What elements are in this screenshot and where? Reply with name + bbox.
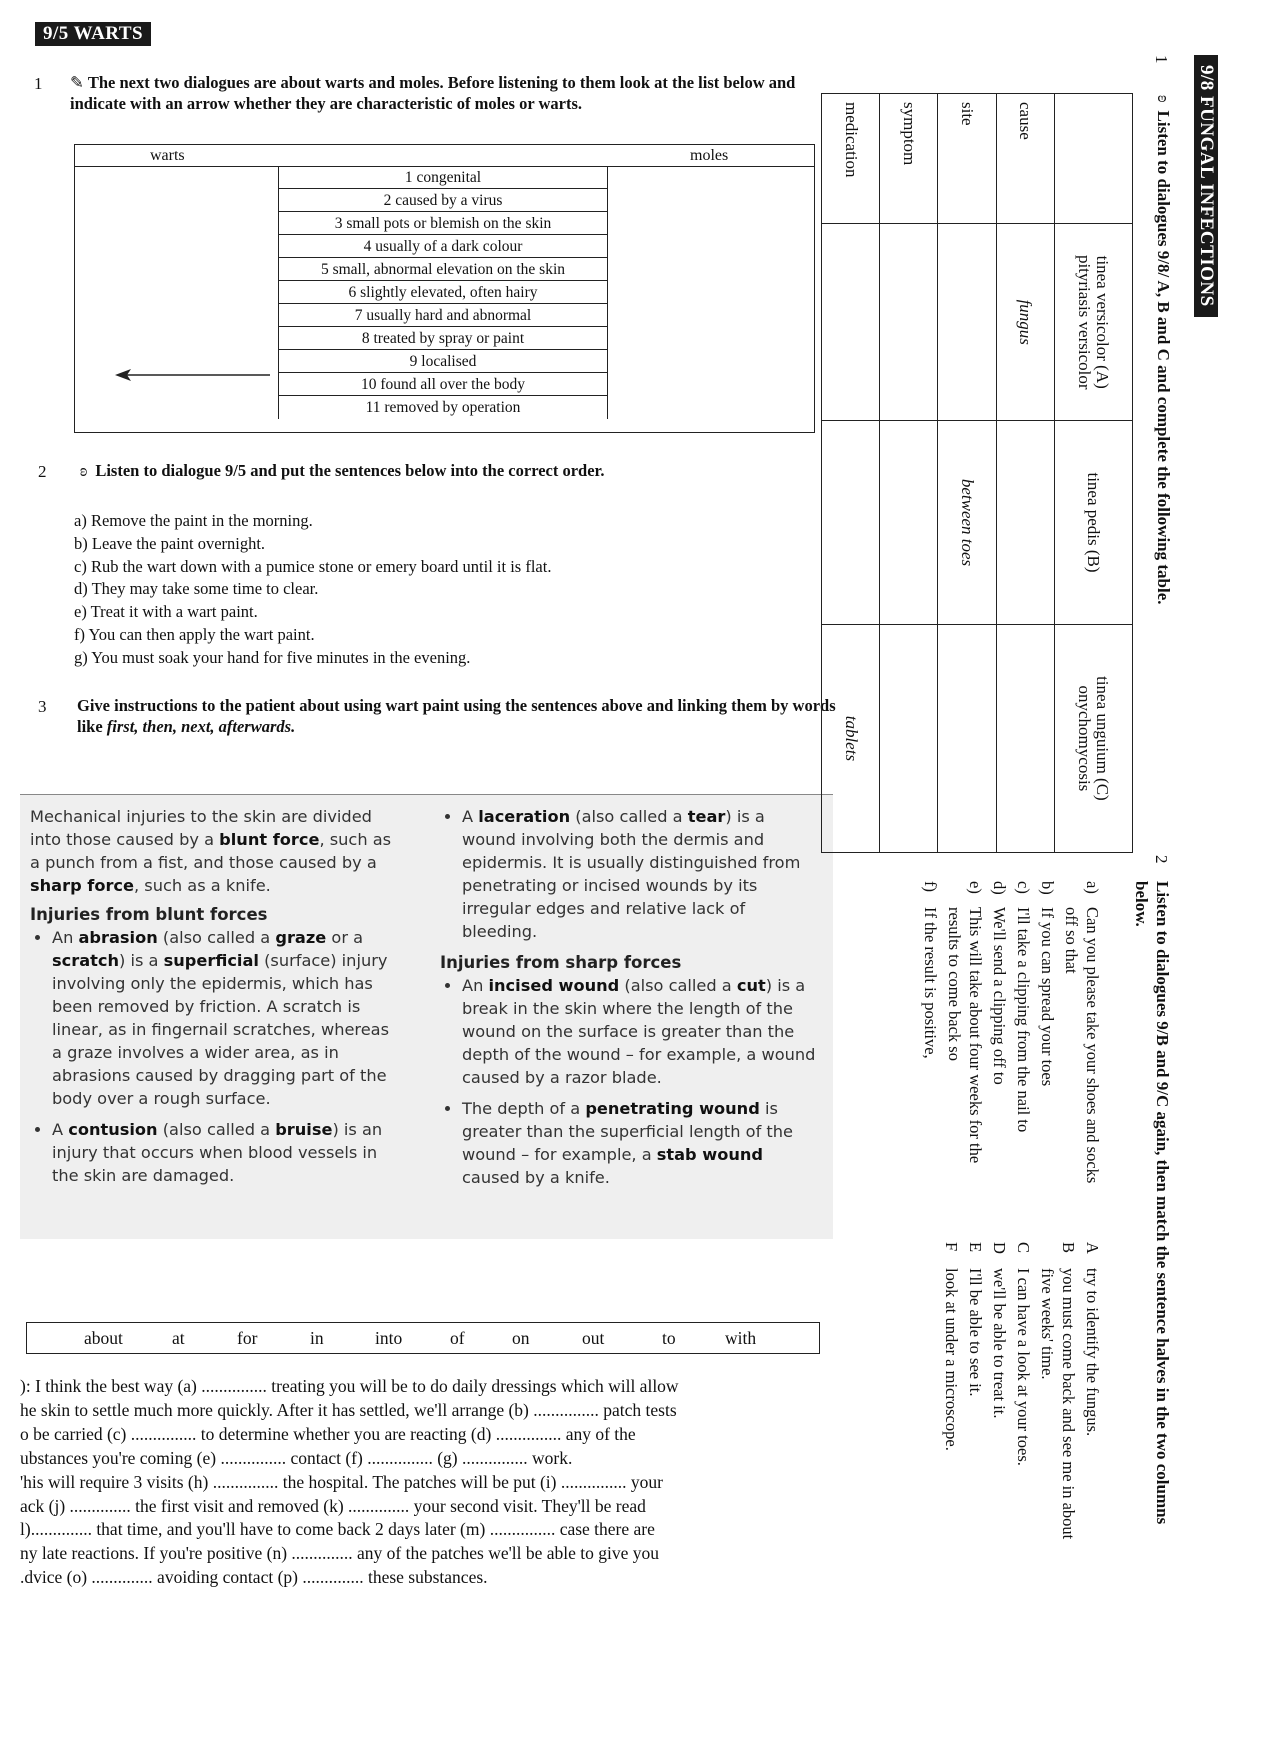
fungal-table-cell — [880, 421, 938, 625]
fungal-table-cell: fungus — [996, 224, 1054, 421]
characteristic-item: 3 small pots or blemish on the skin — [279, 212, 607, 235]
cloze-line: ubstances you're coming (e) ............... contact (f) ............... (g) ............... work. — [20, 1447, 573, 1468]
sentence-half-key: A — [1083, 1242, 1102, 1254]
characteristic-item: 1 congenital — [279, 166, 607, 189]
injuries-info-box — [20, 794, 833, 1239]
info-text: ) is a wound involving both the dermis and epidermis. It is usually distinguished from penetrating or incised wounds by its irregular edges and relative lack of bleeding. — [462, 807, 801, 941]
fungal-infections-table — [821, 93, 1133, 853]
section-badge-fungal: 9/8 FUNGAL INFECTIONS — [1194, 55, 1218, 317]
order-sentence: d) They may take some time to clear. — [74, 579, 319, 599]
sentence-half-key: C — [1014, 1242, 1033, 1254]
question-3-label: Give instructions to the patient about using wart paint using the sentences above and linking them by words like — [77, 696, 836, 736]
preposition-word: into — [375, 1328, 403, 1348]
sentence-half — [1037, 1242, 1079, 1542]
preposition-word: on — [512, 1328, 530, 1348]
sentence-half-key: e) — [966, 881, 985, 894]
order-sentence: a) Remove the paint in the morning. — [74, 511, 313, 530]
preposition-word: with — [725, 1328, 757, 1348]
cloze-line: l).............. that time, and you'll have to come back 2 days later (m) ............... case there are — [20, 1519, 655, 1540]
fungal-infections-section — [841, 55, 1218, 1555]
info-text: An — [52, 928, 79, 947]
characteristic-item: 4 usually of a dark colour — [279, 235, 607, 258]
cloze-line: ny late reactions. If you're positive (n) .............. any of the patches we'll be able to give you — [20, 1543, 660, 1564]
info-text: Mechanical injuries to the skin are divided into those caused by a — [30, 807, 372, 849]
sentence-half-key: d) — [990, 881, 1009, 895]
characteristic-item: 2 caused by a virus — [279, 189, 607, 212]
sentence-half-text: try to identify the fungus. — [1083, 1268, 1102, 1437]
order-sentence: b) Leave the paint overnight. — [74, 533, 266, 553]
fungal-row-label: symptom — [880, 94, 938, 224]
ear-icon: ʚ — [1154, 95, 1173, 103]
section-badge-warts: 9/5 WARTS — [35, 22, 151, 46]
preposition-word: in — [310, 1328, 324, 1348]
preposition-word: about — [84, 1328, 123, 1348]
question-number: 1 — [1152, 55, 1171, 64]
order-sentence: g) You must soak your hand for five minutes in the evening. — [74, 647, 471, 667]
info-text: is greater than the superficial length of the wound – for example, a — [462, 1099, 793, 1164]
key-term: laceration — [478, 807, 571, 826]
fungal-table-cell — [880, 624, 938, 852]
info-text: , such as a punch from a fist, and those caused by a — [30, 830, 392, 872]
info-right-column — [440, 805, 820, 1197]
warts-header: warts — [150, 147, 185, 164]
question-2-label: Listen to dialogue 9/5 and put the sentences below into the correct order. — [95, 461, 605, 480]
characteristic-item: 7 usually hard and abnormal — [279, 304, 607, 327]
key-term: superficial — [163, 951, 259, 970]
characteristic-item: 10 found all over the body — [279, 373, 607, 396]
key-term: bruise — [275, 1120, 333, 1139]
question-3-linkers: first, then, next, afterwards. — [106, 717, 296, 736]
fungal-table-cell: between toes — [938, 421, 996, 625]
fungal-row-label: medication — [822, 94, 880, 224]
sentence-half-text: If you can spread your toes — [1038, 907, 1057, 1087]
incised-item — [462, 974, 820, 1089]
blunt-heading: Injuries from blunt forces — [30, 905, 268, 924]
pencil-icon: ✎ — [70, 73, 84, 92]
characteristic-item: 9 localised — [279, 350, 607, 373]
characteristic-item: 8 treated by spray or paint — [279, 327, 607, 350]
sentence-halves-left — [917, 881, 1103, 1201]
ear-icon: ʚ — [80, 461, 88, 480]
sentence-half-text: I'll be able to see it. — [966, 1268, 985, 1397]
key-term: stab wound — [656, 1145, 763, 1164]
cloze-line: ack (j) .............. the first visit and removed (k) .............. your second visit. They'll be read — [20, 1495, 646, 1516]
info-text: , such as a knife. — [134, 876, 271, 895]
sentence-half — [1061, 881, 1103, 1201]
cloze-line: o be carried (c) ............... to determine whether you are reacting (d) ............... any of the — [20, 1423, 636, 1444]
order-sentence: c) Rub the wart down with a pumice stone or emery board until it is flat. — [74, 556, 552, 576]
info-text: The depth of a — [462, 1099, 586, 1118]
key-term: cut — [736, 976, 766, 995]
sentence-half-key: a) — [1083, 881, 1102, 894]
sentence-half-key: c) — [1014, 881, 1033, 894]
sentence-half — [920, 881, 941, 1201]
fungal-table-header: tinea unguium (C) onychomycosis — [1055, 624, 1133, 852]
sentence-half — [941, 1242, 962, 1542]
fungal-table-header — [1055, 94, 1133, 224]
question-3-text — [77, 695, 837, 737]
info-text: ) is a break in the skin where the length of the wound on the surface is greater than the depth of the wound – for example, a wound caused by a razor blade. — [462, 976, 816, 1087]
fungal-table-cell — [996, 421, 1054, 625]
info-intro — [30, 805, 395, 897]
contusion-item — [52, 1118, 395, 1187]
sentence-half — [1013, 881, 1034, 1201]
sentence-half — [965, 1242, 986, 1542]
arrow-left-icon — [115, 367, 270, 383]
fungal-table-cell: tablets — [822, 624, 880, 852]
info-text: ) is an injury that occurs when blood vessels in the skin are damaged. — [52, 1120, 383, 1185]
info-text: (surface) injury involving only the epidermis, which has been removed by friction. A scratch is linear, as in fingernail scratches, whereas a graze involves a wider area, as in abrasions caused by dragging part of the body over a rough surface. — [52, 951, 390, 1108]
key-term: sharp force — [30, 876, 135, 895]
question-1-text — [70, 72, 830, 114]
fungal-row-label: cause — [996, 94, 1054, 224]
characteristic-item: 5 small, abnormal elevation on the skin — [279, 258, 607, 281]
sentence-half-text: we'll be able to treat it. — [990, 1268, 1009, 1419]
characteristic-item: 11 removed by operation — [365, 399, 521, 416]
sentence-half — [1013, 1242, 1034, 1542]
info-text: ) is a — [119, 951, 164, 970]
key-term: contusion — [68, 1120, 158, 1139]
laceration-item — [462, 805, 820, 943]
key-term: incised wound — [488, 976, 620, 995]
question-number: 1 — [34, 74, 43, 93]
preposition-word: for — [237, 1328, 258, 1348]
fungal-table-cell — [938, 224, 996, 421]
fungal-row-label: site — [938, 94, 996, 224]
key-term: tear — [687, 807, 726, 826]
sentence-half — [1037, 881, 1058, 1201]
sentence-half-text: you must come back and see me in about five weeks' time. — [1038, 1268, 1078, 1540]
key-term: abrasion — [78, 928, 158, 947]
cloze-text — [20, 1375, 832, 1590]
sentence-half-text: This will take about four weeks for the results to come back so — [945, 907, 985, 1164]
moles-header: moles — [690, 147, 729, 164]
info-text: caused by a knife. — [462, 1168, 610, 1187]
sentence-half — [989, 881, 1010, 1201]
penetrating-item — [462, 1097, 820, 1189]
key-term: scratch — [52, 951, 119, 970]
abrasion-item — [52, 926, 395, 1110]
sentence-half-key: b) — [1038, 881, 1057, 895]
order-sentence: f) You can then apply the wart paint. — [74, 624, 315, 644]
sentence-half-key: f) — [921, 881, 940, 892]
sentence-half-key: E — [966, 1242, 985, 1253]
sentence-halves-right — [938, 1242, 1103, 1542]
question-2-text — [80, 460, 605, 481]
sentence-half — [1082, 1242, 1103, 1542]
key-term: blunt force — [219, 830, 320, 849]
info-text: (also called a — [157, 928, 276, 947]
info-text: (also called a — [619, 976, 737, 995]
question-number: 3 — [38, 697, 47, 716]
sentence-half-key: F — [942, 1242, 961, 1252]
fungal-table-cell — [822, 421, 880, 625]
preposition-word: out — [582, 1328, 605, 1348]
info-text: A — [462, 807, 479, 826]
fungal-table-cell — [880, 224, 938, 421]
sentence-half-text: Can you please take your shoes and socks off so that — [1062, 907, 1102, 1184]
info-text: An — [462, 976, 489, 995]
fungal-table-header: tinea versicolor (A) pityriasis versicolor — [1055, 224, 1133, 421]
preposition-word-box — [26, 1322, 820, 1354]
fungal-question-2: Listen to dialogues 9/B and 9/C again, then match the sentence halves in the two columns below. — [1132, 881, 1172, 1525]
characteristic-item: 6 slightly elevated, often hairy — [279, 281, 607, 304]
question-1-label: The next two dialogues are about warts and moles. Before listening to them look at the list below and indicate with an arrow whether they are characteristic of moles or warts. — [70, 73, 796, 113]
info-left-column — [30, 805, 395, 1195]
fungal-table-cell — [938, 624, 996, 852]
sentence-half — [989, 1242, 1010, 1542]
info-text: (also called a — [570, 807, 688, 826]
sentence-half-text: We'll send a clipping off to — [990, 907, 1009, 1085]
info-text: or a — [326, 928, 364, 947]
cloze-line: 'his will require 3 visits (h) ............... the hospital. The patches will be put (i) ............... your — [20, 1471, 663, 1492]
cloze-line: .dvice (o) .............. avoiding contact (p) .............. these substances. — [20, 1567, 488, 1588]
sentence-half-text: I can have a look at your toes. — [1014, 1268, 1033, 1466]
question-number: 2 — [1152, 855, 1171, 864]
characteristics-list — [278, 166, 608, 419]
order-sentences-list — [74, 510, 551, 670]
cloze-line: he skin to settle much more quickly. After it has settled, we'll arrange (b) ............... patch tests — [20, 1399, 677, 1420]
preposition-word: to — [662, 1328, 676, 1348]
fungal-question-1 — [1153, 95, 1173, 605]
fungal-table-cell — [822, 224, 880, 421]
sharp-heading: Injuries from sharp forces — [440, 953, 682, 972]
question-number: 2 — [38, 462, 47, 481]
fungal-table-cell — [996, 624, 1054, 852]
sentence-half-text: look at under a microscope. — [942, 1268, 961, 1451]
preposition-word: at — [172, 1328, 185, 1348]
sentence-half-text: I'll take a clipping from the nail to — [1014, 907, 1033, 1133]
order-sentence: e) Treat it with a wart paint. — [74, 602, 258, 622]
preposition-word: of — [450, 1328, 465, 1348]
sentence-half-key: B — [1059, 1242, 1078, 1254]
info-text: A — [52, 1120, 69, 1139]
info-text: (also called a — [157, 1120, 276, 1139]
sentence-half-key: D — [990, 1242, 1009, 1254]
sentence-half-text: If the result is positive, — [921, 907, 940, 1059]
cloze-line: ): I think the best way (a) ............... treating you will be to do daily dressings which will allow — [20, 1376, 679, 1396]
fungal-question-1-label: Listen to dialogues 9/8/ A, B and C and complete the following table. — [1154, 110, 1173, 605]
key-term: penetrating wound — [585, 1099, 760, 1118]
sentence-half — [944, 881, 986, 1201]
key-term: graze — [275, 928, 327, 947]
fungal-table-header: tinea pedis (B) — [1055, 421, 1133, 625]
